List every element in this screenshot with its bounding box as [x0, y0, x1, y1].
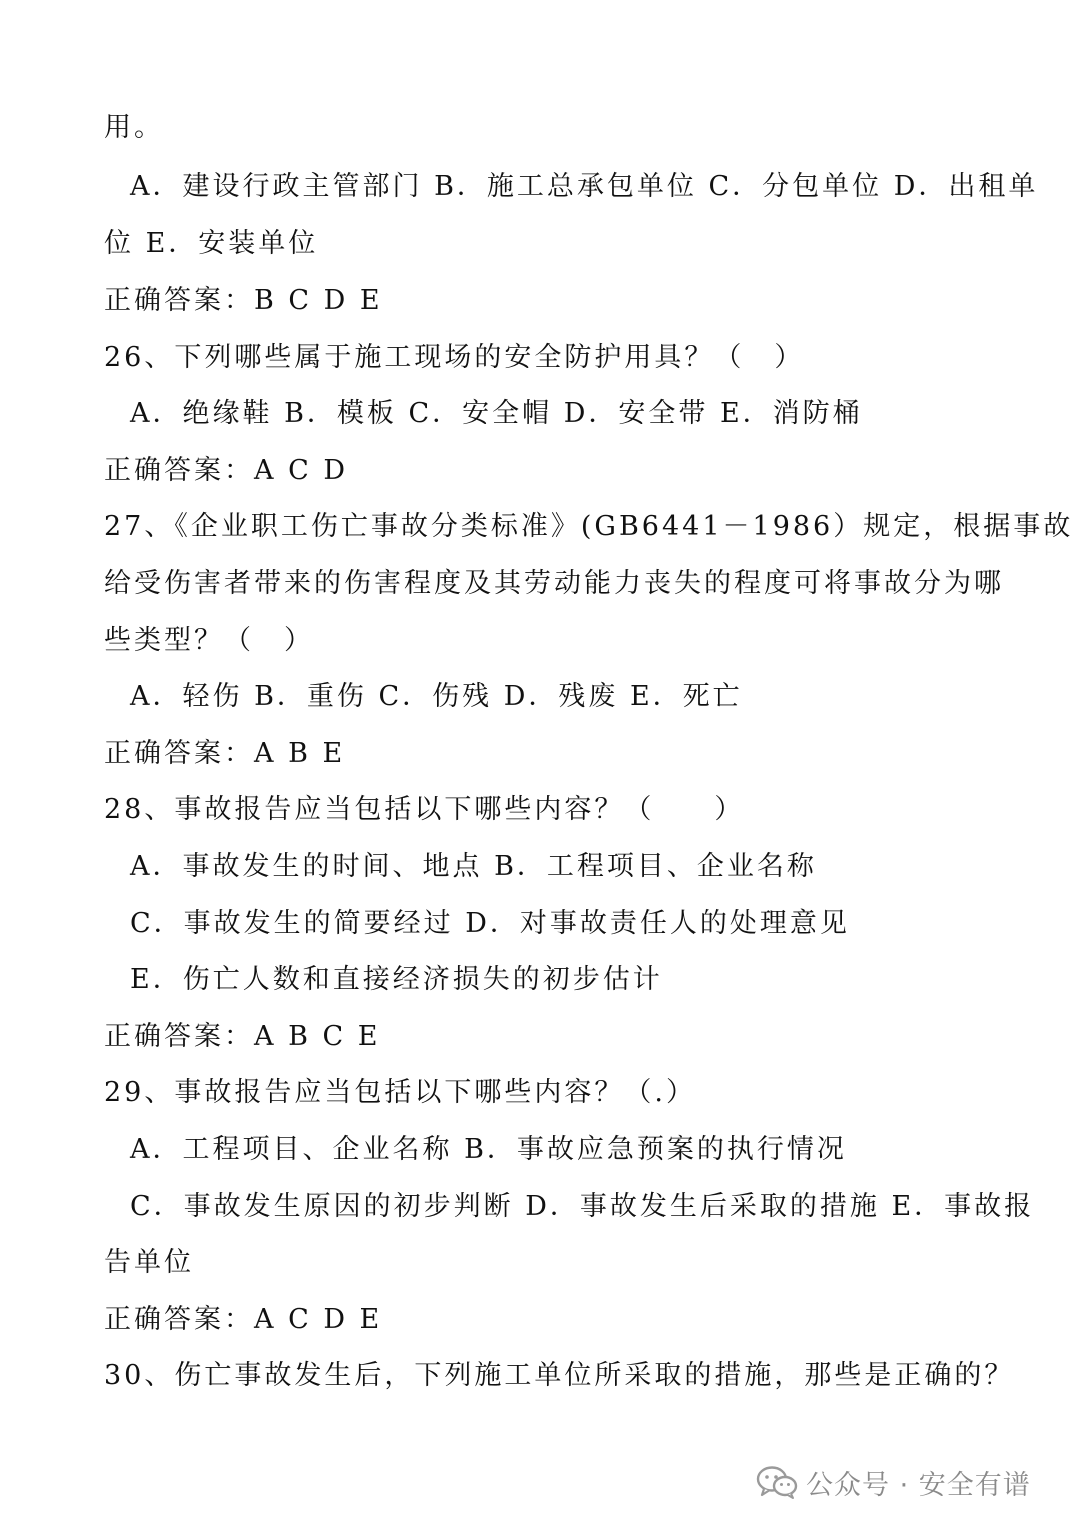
option-line: A．工程项目、企业名称 B．事故应急预案的执行情况 — [130, 1134, 847, 1165]
question-26: 26、下列哪些属于施工现场的安全防护用具？（ ） — [104, 342, 805, 373]
option-line: C．事故发生原因的初步判断 D．事故发生后采取的措施 E．事故报 — [130, 1191, 1035, 1222]
answer-line: 正确答案：B C D E — [104, 285, 383, 316]
text-line: 告单位 — [104, 1247, 194, 1278]
option-line: A．绝缘鞋 B．模板 C．安全帽 D．安全带 E．消防桶 — [130, 398, 863, 429]
option-line: A．建设行政主管部门 B．施工总承包单位 C．分包单位 D．出租单 — [130, 171, 1039, 202]
question-29: 29、事故报告应当包括以下哪些内容？（.） — [104, 1077, 696, 1108]
answer-line: 正确答案：A B E — [104, 738, 346, 769]
answer-line: 正确答案：A B C E — [104, 1021, 381, 1052]
answer-line: 正确答案：A C D E — [104, 1304, 383, 1335]
wechat-icon — [756, 1464, 798, 1500]
option-line: A．轻伤 B．重伤 C．伤残 D．残废 E．死亡 — [130, 681, 743, 712]
watermark-text: 公众号 · 安全有谱 — [806, 1469, 1031, 1501]
text-line: 些类型？（ ） — [104, 625, 314, 656]
text-line: 给受伤害者带来的伤害程度及其劳动能力丧失的程度可将事故分为哪 — [104, 568, 1004, 599]
option-line: C．事故发生的简要经过 D．对事故责任人的处理意见 — [130, 908, 850, 939]
question-30: 30、伤亡事故发生后，下列施工单位所采取的措施，那些是正确的？ — [104, 1360, 1015, 1391]
option-line: A．事故发生的时间、地点 B．工程项目、企业名称 — [130, 851, 817, 882]
option-line: E．伤亡人数和直接经济损失的初步估计 — [130, 964, 663, 995]
question-28: 28、事故报告应当包括以下哪些内容？（ ） — [104, 794, 745, 825]
question-27: 27、《企业职工伤亡事故分类标准》(GB6441－1986）规定，根据事故 — [104, 511, 1074, 542]
text-line: 用。 — [104, 112, 164, 143]
text-line: 位 E．安装单位 — [104, 228, 319, 259]
watermark — [756, 1462, 1031, 1502]
answer-line: 正确答案：A C D — [104, 455, 348, 486]
